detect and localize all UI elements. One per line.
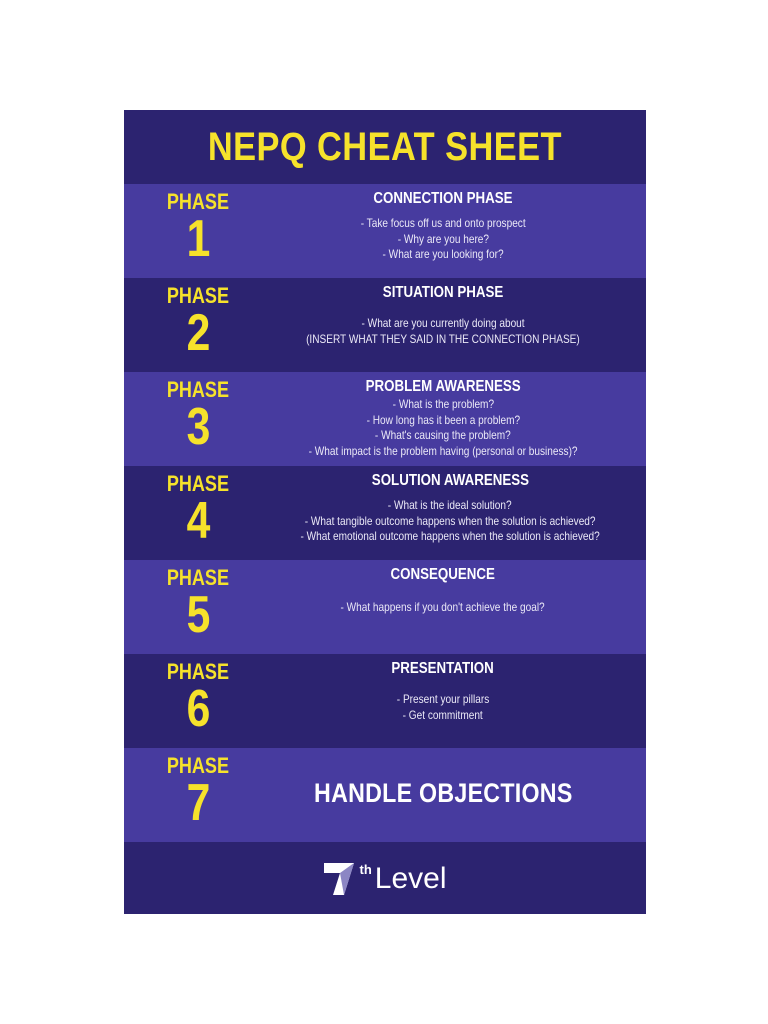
phase-lines (280, 316, 606, 347)
logo-superscript: th (359, 862, 372, 877)
phase-word: PHASE (166, 753, 230, 778)
phase-line: - What's causing the problem? (375, 428, 511, 442)
phase-line: - Get commitment (402, 707, 484, 722)
phase-content (272, 278, 646, 372)
phase-line: - What are you currently doing about (361, 316, 525, 330)
phase-word: PHASE (166, 377, 230, 402)
footer (124, 844, 646, 914)
phase-lines (321, 600, 564, 616)
logo-word: Level (374, 862, 447, 895)
phase-number: 5 (186, 586, 210, 644)
phase-line: - What impact is the problem having (personal or business)? (308, 443, 578, 458)
phase-word: PHASE (166, 565, 230, 590)
cheat-sheet (124, 110, 646, 914)
phase-content (272, 748, 646, 842)
phase-content (272, 466, 646, 560)
phase-content (272, 372, 646, 466)
phase-heading: SOLUTION AWARENESS (371, 472, 529, 489)
phase-label (124, 278, 272, 372)
logo (324, 861, 447, 897)
phase-lines (283, 397, 603, 459)
phase-row-7 (124, 748, 646, 842)
phase-lines (345, 216, 541, 263)
phase-word: PHASE (166, 283, 230, 308)
phase-row-5 (124, 560, 646, 654)
seven-logo-icon (324, 861, 358, 897)
phase-label (124, 184, 272, 278)
phase-number: 3 (186, 398, 210, 456)
phase-heading: PROBLEM AWARENESS (365, 378, 521, 395)
phase-line: - What is the problem? (392, 397, 494, 411)
phase-content (272, 560, 646, 654)
phase-line: - How long has it been a problem? (366, 412, 520, 427)
phase-lines (388, 692, 498, 723)
phase-label (124, 560, 272, 654)
phase-line: - What is the ideal solution? (388, 498, 513, 512)
phase-row-6 (124, 654, 646, 748)
phase-lines (272, 498, 628, 545)
title-bar (124, 110, 646, 184)
phase-content (272, 184, 646, 278)
phase-label (124, 372, 272, 466)
phase-row-4 (124, 466, 646, 560)
phase-heading: CONNECTION PHASE (373, 190, 513, 207)
phase-line: - What happens if you don't achieve the goal? (340, 600, 546, 614)
phase-line: - Why are you here? (397, 231, 489, 246)
phase-heading: HANDLE OBJECTIONS (313, 777, 573, 808)
phase-line: - What emotional outcome happens when the solution is achieved? (300, 529, 600, 543)
phase-label (124, 748, 272, 842)
phase-word: PHASE (166, 659, 230, 684)
phase-word: PHASE (166, 189, 230, 214)
phase-content (272, 654, 646, 748)
phase-line: - Present your pillars (396, 692, 490, 706)
phase-number: 7 (186, 774, 210, 832)
phase-row-1 (124, 184, 646, 278)
phase-number: 6 (186, 680, 210, 738)
phase-number: 4 (186, 492, 210, 550)
phase-row-2 (124, 278, 646, 372)
phase-row-3 (124, 372, 646, 466)
phase-heading: SITUATION PHASE (382, 284, 504, 301)
phase-heading: CONSEQUENCE (390, 566, 496, 583)
phase-line: - What tangible outcome happens when the solution is achieved? (304, 513, 596, 528)
phase-line: - What are you looking for? (382, 247, 504, 261)
phase-label (124, 466, 272, 560)
phase-number: 2 (186, 304, 210, 362)
phase-label (124, 654, 272, 748)
phase-line: (INSERT WHAT THEY SAID IN THE CONNECTION PHASE) (306, 331, 580, 346)
phase-heading: PRESENTATION (391, 660, 495, 677)
phase-number: 1 (186, 210, 210, 268)
page-title: NEPQ CHEAT SHEET (207, 124, 563, 169)
phase-line: - Take focus off us and onto prospect (360, 216, 526, 230)
phase-word: PHASE (166, 471, 230, 496)
